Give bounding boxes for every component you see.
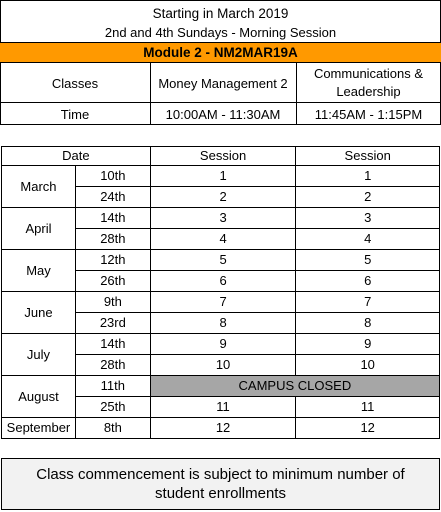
month-march: March: [2, 166, 76, 208]
enrollment-note: Class commencement is subject to minimum number of student enrollments: [1, 458, 440, 510]
session-day: 28th: [75, 355, 150, 376]
month-july: July: [2, 334, 76, 376]
session-1-number: 7: [150, 292, 296, 313]
schedule-table: [1, 146, 440, 439]
session-2-number: 10: [296, 355, 440, 376]
classes-label: Classes: [51, 75, 99, 91]
month-may: May: [2, 250, 76, 292]
session-1-number: 2: [150, 187, 296, 208]
session-day: 23rd: [75, 313, 150, 334]
session-2-number: 1: [296, 166, 440, 187]
session-1-number: 9: [150, 334, 296, 355]
page-subtitle: 2nd and 4th Sundays - Morning Session: [104, 24, 337, 40]
session-1-number: 1: [150, 166, 296, 187]
session-1-number: 5: [150, 250, 296, 271]
time-communications: 11:45AM - 1:15PM: [314, 106, 423, 122]
session-day: 10th: [75, 166, 150, 187]
session-day: 12th: [75, 250, 150, 271]
month-august: August: [2, 376, 76, 418]
session-2-number: 12: [296, 418, 440, 439]
page-title: Starting in March 2019: [152, 5, 289, 21]
session-1-number: 12: [150, 418, 296, 439]
session-day: 14th: [75, 208, 150, 229]
session-day: 9th: [75, 292, 150, 313]
class-communications: Communications & Leadership: [313, 66, 424, 99]
time-money-management: 10:00AM - 11:30AM: [165, 106, 281, 122]
session-2-number: 2: [296, 187, 440, 208]
session-1-number: 6: [150, 271, 296, 292]
session-1-number: 11: [150, 397, 296, 418]
time-label: Time: [60, 106, 90, 122]
session-2-number: 3: [296, 208, 440, 229]
session-2-number: 6: [296, 271, 440, 292]
session-header-2: Session: [296, 147, 440, 166]
session-2-number: 4: [296, 229, 440, 250]
session-day: 11th: [75, 376, 150, 397]
campus-closed-banner: CAMPUS CLOSED: [150, 376, 439, 397]
module-banner: Module 2 - NM2MAR19A: [0, 42, 441, 63]
session-day: 8th: [75, 418, 150, 439]
session-header-1: Session: [150, 147, 296, 166]
session-1-number: 4: [150, 229, 296, 250]
session-1-number: 10: [150, 355, 296, 376]
session-day: 28th: [75, 229, 150, 250]
session-2-number: 9: [296, 334, 440, 355]
class-money-management: Money Management 2: [158, 75, 288, 91]
session-1-number: 8: [150, 313, 296, 334]
month-april: April: [2, 208, 76, 250]
date-header: Date: [2, 147, 151, 166]
session-2-number: 7: [296, 292, 440, 313]
session-2-number: 8: [296, 313, 440, 334]
session-day: 26th: [75, 271, 150, 292]
month-june: June: [2, 292, 76, 334]
session-day: 24th: [75, 187, 150, 208]
session-day: 25th: [75, 397, 150, 418]
session-2-number: 5: [296, 250, 440, 271]
session-1-number: 3: [150, 208, 296, 229]
month-september: September: [2, 418, 76, 439]
session-2-number: 11: [296, 397, 440, 418]
session-day: 14th: [75, 334, 150, 355]
